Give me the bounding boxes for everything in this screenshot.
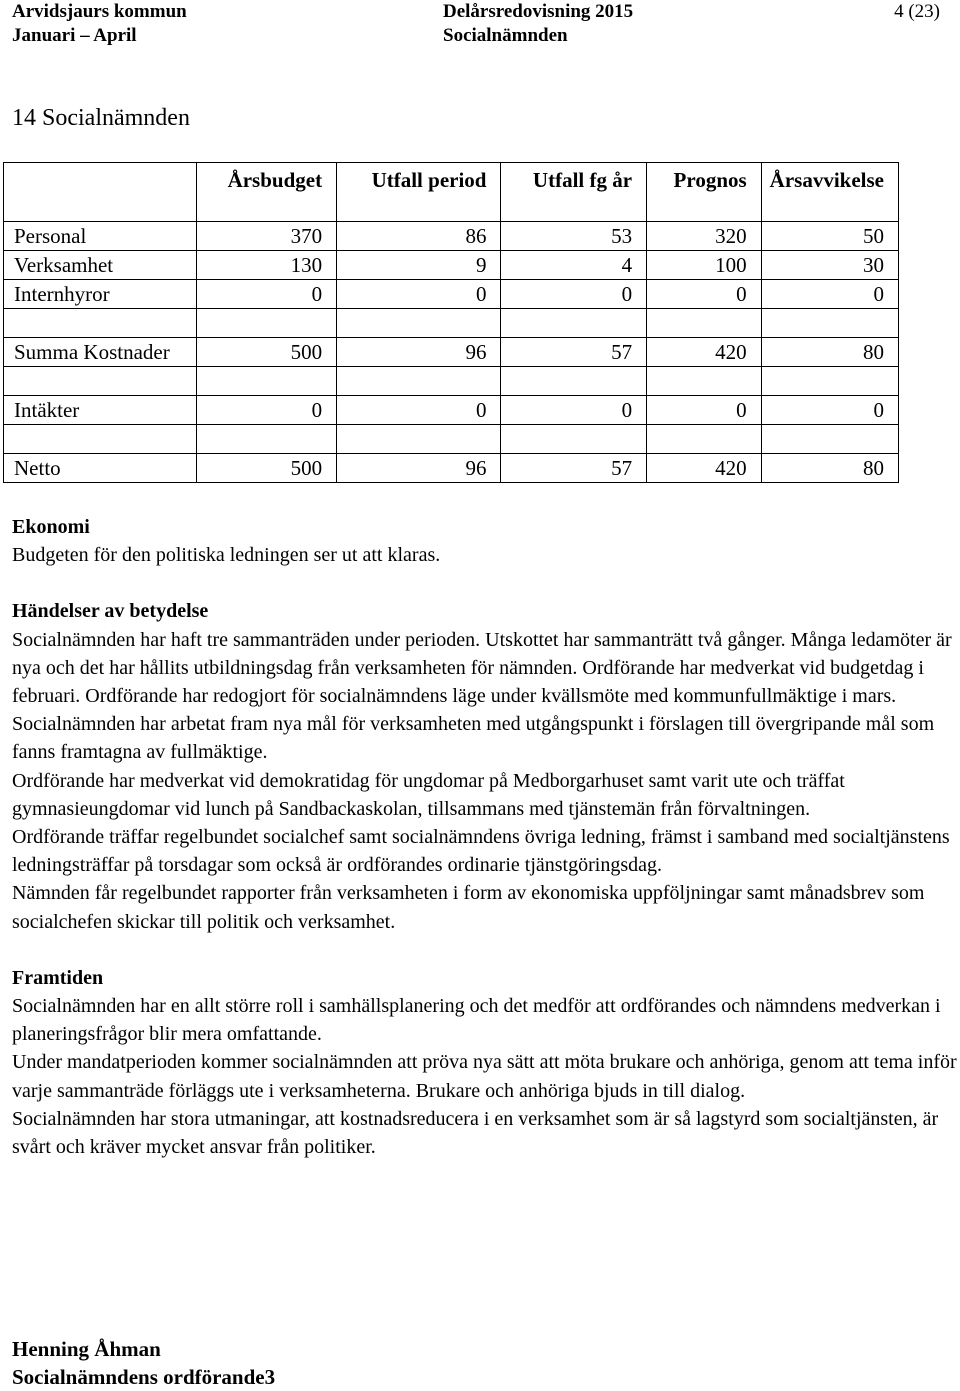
table-cell: 80 xyxy=(761,454,898,483)
table-cell xyxy=(337,309,501,338)
table-row-blank xyxy=(4,367,899,396)
signature-block xyxy=(12,1335,275,1391)
table-cell: 500 xyxy=(197,454,337,483)
table-cell: 57 xyxy=(501,338,647,367)
row-label xyxy=(4,367,197,396)
paragraph: Under mandatperioden kommer socialnämnden att pröva nya sätt att möta brukare och anhöriga, genom att tema inför varje sammanträde förläggs ute i verksamheterna. Brukare och anhöriga bjuds in till dialog. xyxy=(12,1051,957,1102)
column-header xyxy=(4,163,197,222)
header-center xyxy=(443,0,633,48)
signature-role: Socialnämndens ordförande3 xyxy=(12,1365,276,1389)
table-cell xyxy=(647,425,762,454)
table-row xyxy=(4,338,899,367)
row-label: Netto xyxy=(4,454,197,483)
table-row xyxy=(4,454,899,483)
table-cell: 0 xyxy=(761,396,898,425)
table-cell: 4 xyxy=(501,251,647,280)
table-cell: 50 xyxy=(761,222,898,251)
table-cell: 0 xyxy=(647,396,762,425)
table-cell xyxy=(761,309,898,338)
paragraph: Socialnämnden har en allt större roll i samhällsplanering och det medför att ordförandes och nämndens medverkan i planeringsfrågor blir mera omfattande. xyxy=(12,995,941,1046)
document-body xyxy=(12,513,958,1161)
table-cell: 370 xyxy=(197,222,337,251)
table-cell xyxy=(647,309,762,338)
page-header xyxy=(12,0,948,50)
table-cell xyxy=(197,309,337,338)
table-cell: 96 xyxy=(337,338,501,367)
table-row-blank xyxy=(4,425,899,454)
table-cell xyxy=(337,425,501,454)
table-row xyxy=(4,396,899,425)
row-label xyxy=(4,425,197,454)
row-label: Internhyror xyxy=(4,280,197,309)
table-row xyxy=(4,222,899,251)
table-cell: 9 xyxy=(337,251,501,280)
paragraph: Socialnämnden har stora utmaningar, att kostnadsreducera i en verksamhet som är så lagstyrd som socialtjänsten, är svårt och kräver mycket ansvar från politiker. xyxy=(12,1107,939,1159)
row-label: Summa Kostnader xyxy=(4,338,197,367)
table-cell: 130 xyxy=(197,251,337,280)
table-cell: 500 xyxy=(197,338,337,367)
row-label: Personal xyxy=(4,222,197,251)
paragraph: Socialnämnden har haft tre sammanträden under perioden. Utskottet har sammanträtt två gånger. Många ledamöter är nya och det har hållits utbildningsdag från verksamheten för nämnden. Ordförande har medverkat vid budgetdag i februari. Ordförande har redogjort för socialnämndens läge under kvällsmöte med kommunfullmäktige i mars. Socialnämnden har arbetat fram nya mål för verksamheten med utgångspunkt i förslagen till övergripande mål som fanns framtagna av fullmäktige. xyxy=(12,628,952,764)
table-cell: 96 xyxy=(337,454,501,483)
section-heading-handelser: Händelser av betydelse xyxy=(12,600,209,623)
table-cell xyxy=(501,367,647,396)
page-title: 14 Socialnämnden xyxy=(12,105,190,131)
table-cell: 420 xyxy=(647,338,762,367)
table-cell: 53 xyxy=(501,222,647,251)
table-cell xyxy=(761,367,898,396)
table-cell xyxy=(197,425,337,454)
header-left xyxy=(12,0,187,48)
table-cell: 0 xyxy=(197,280,337,309)
column-header: Utfall fg år xyxy=(501,163,647,222)
table-cell: 0 xyxy=(501,396,647,425)
table-row xyxy=(4,280,899,309)
table-cell xyxy=(197,367,337,396)
paragraph: Ordförande har medverkat vid demokratidag för ungdomar på Medborgarhuset samt varit ute och träffat gymnasieungdomar vid lunch på Sandbackaskolan, tillsammans med tjänstemän från förvaltningen. xyxy=(12,769,845,820)
table-cell: 80 xyxy=(761,338,898,367)
table-cell xyxy=(337,367,501,396)
table-cell: 0 xyxy=(761,280,898,309)
table-row xyxy=(4,251,899,280)
section-heading-ekonomi: Ekonomi xyxy=(12,516,90,538)
row-label: Verksamhet xyxy=(4,251,197,280)
header-org: Arvidsjaurs kommun xyxy=(12,1,187,22)
table-cell: 86 xyxy=(337,222,501,251)
column-header: Årsbudget xyxy=(197,163,337,222)
header-report: Delårsredovisning 2015 xyxy=(443,1,634,22)
table-cell: 0 xyxy=(197,396,337,425)
table-cell xyxy=(647,367,762,396)
table-cell: 420 xyxy=(647,454,762,483)
table-cell: 0 xyxy=(647,280,762,309)
table-cell: 0 xyxy=(337,280,501,309)
table-cell: 30 xyxy=(761,251,898,280)
table-cell: 0 xyxy=(501,280,647,309)
column-header: Prognos xyxy=(647,163,762,222)
paragraph: Ordförande träffar regelbundet socialchef samt socialnämndens övriga ledning, främst i samband med socialtjänstens ledningsträffar på torsdagar som också är ordförandes ordinarie tjänstgöringsdag. xyxy=(12,826,950,877)
signature-name: Henning Åhman xyxy=(12,1337,161,1361)
table-cell: 0 xyxy=(337,396,501,425)
column-header: Utfall period xyxy=(337,163,501,222)
table-cell xyxy=(501,309,647,338)
table-cell: 57 xyxy=(501,454,647,483)
table-cell xyxy=(501,425,647,454)
section-heading-framtiden: Framtiden xyxy=(12,966,104,989)
header-period: Januari – April xyxy=(12,25,137,46)
header-page-number: 4 (23) xyxy=(894,1,940,22)
row-label xyxy=(4,309,197,338)
header-committee: Socialnämnden xyxy=(443,25,568,46)
ekonomi-text: Budgeten för den politiska ledningen ser ut att klaras. xyxy=(12,544,441,567)
column-header: Årsavvikelse xyxy=(761,163,898,222)
paragraph: Nämnden får regelbundet rapporter från verksamheten i form av ekonomiska uppföljningar samt månadsbrev som socialchefen skickar till politik och verksamhet. xyxy=(12,882,925,933)
table-cell: 100 xyxy=(647,251,762,280)
table-cell xyxy=(761,425,898,454)
budget-table xyxy=(3,162,899,483)
table-row-blank xyxy=(4,309,899,338)
row-label: Intäkter xyxy=(4,396,197,425)
table-header-row xyxy=(4,163,899,222)
table-cell: 320 xyxy=(647,222,762,251)
